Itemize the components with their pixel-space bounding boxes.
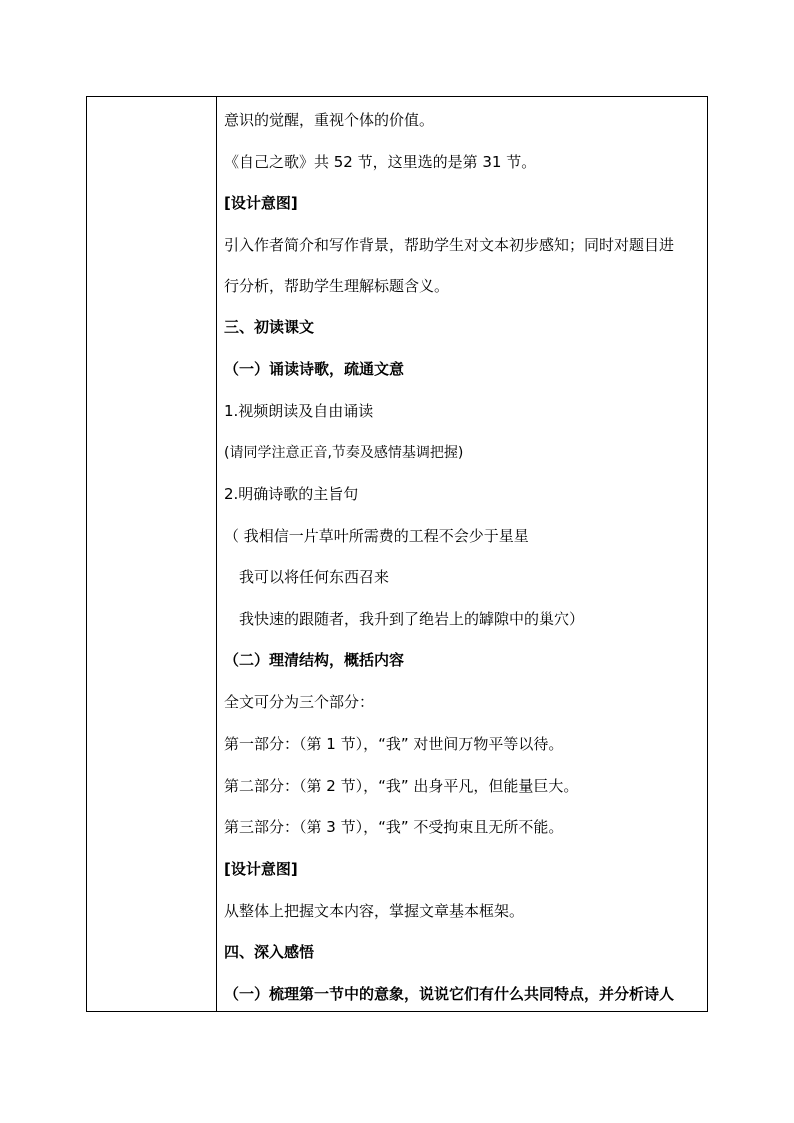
subsection-heading: （一）梳理第一节中的意象，说说它们有什么共同特点，并分析诗人 xyxy=(224,985,675,1003)
paragraph-line: 从整体上把握文本内容，掌握文章基本框架。 xyxy=(224,902,525,920)
paragraph-line: 引入作者简介和写作背景，帮助学生对文本初步感知；同时对题目进 xyxy=(224,236,675,254)
section-heading: [设计意图] xyxy=(224,860,298,878)
poem-line: 我快速的跟随者，我升到了绝岩上的罅隙中的巢穴） xyxy=(224,610,585,628)
paragraph-line: 全文可分为三个部分： xyxy=(224,693,375,711)
paragraph-line: 第三部分：（第 3 节），“我” 不受拘束且无所不能。 xyxy=(224,818,564,836)
section-heading: 三、初读课文 xyxy=(224,318,315,336)
section-heading: [设计意图] xyxy=(224,194,298,212)
paragraph-line: 第一部分：（第 1 节），“我” 对世间万物平等以待。 xyxy=(224,735,564,753)
paragraph-line: 第二部分：（第 2 节），“我” 出身平凡，但能量巨大。 xyxy=(224,777,579,795)
right-column-cell xyxy=(217,97,707,1011)
paragraph-line: 意识的觉醒，重视个体的价值。 xyxy=(224,111,435,129)
paragraph-line: 《自己之歌》共 52 节，这里选的是第 31 节。 xyxy=(224,153,537,171)
paragraph-line: 2.明确诗歌的主旨句 xyxy=(224,485,359,503)
subsection-heading: （一）诵读诗歌，疏通文意 xyxy=(224,360,405,378)
poem-line: （ 我相信一片草叶所需费的工程不会少于星星 xyxy=(224,527,529,545)
poem-line: 我可以将任何东西召来 xyxy=(224,568,390,586)
paragraph-line: 1.视频朗读及自由诵读 xyxy=(224,402,374,420)
paragraph-line: (请同学注意正音,节奏及感情基调把握) xyxy=(224,445,464,461)
left-column-cell xyxy=(87,97,217,1011)
section-heading: 四、深入感悟 xyxy=(224,943,315,961)
paragraph-line: 行分析，帮助学生理解标题含义。 xyxy=(224,277,450,295)
subsection-heading: （二）理清结构，概括内容 xyxy=(224,651,405,669)
lesson-plan-table xyxy=(86,96,708,1012)
